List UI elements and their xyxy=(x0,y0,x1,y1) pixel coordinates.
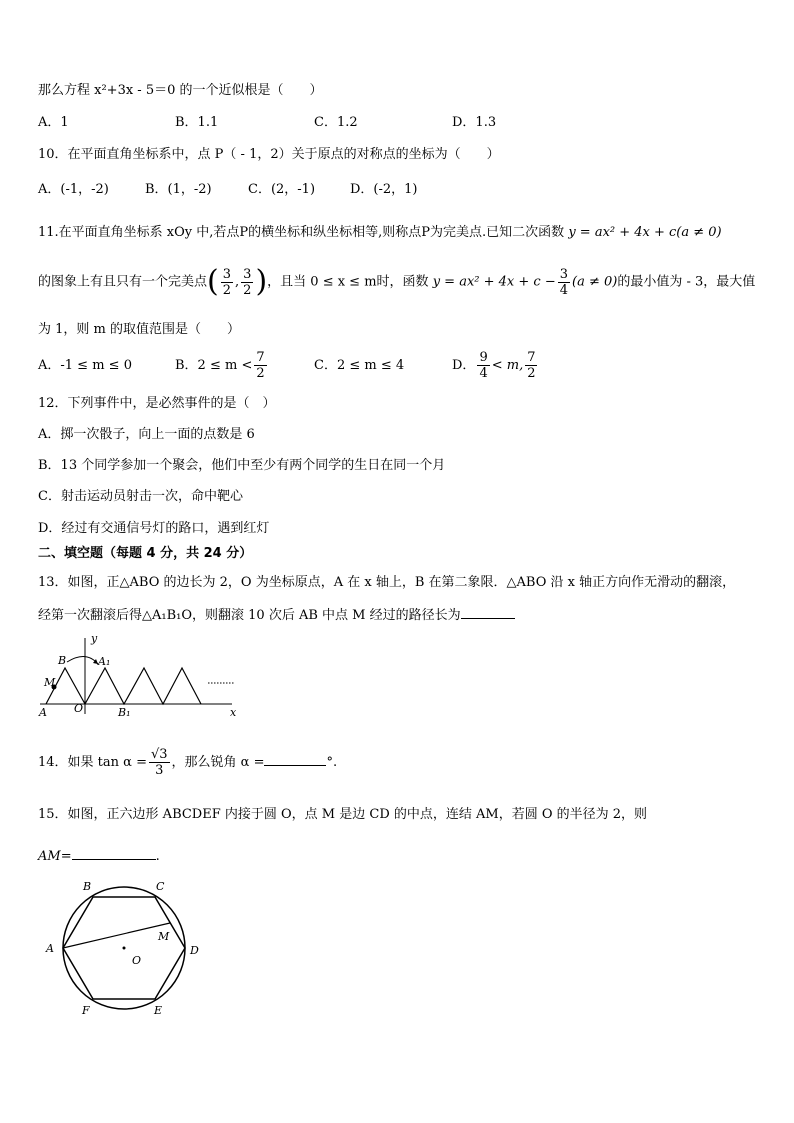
q11-optd-frac1: $\frac{9}{4}$ xyxy=(479,350,488,381)
q11-line2-formula-b: (a ≠ 0) xyxy=(572,274,618,290)
q13-label-o: O xyxy=(74,702,84,715)
q10-option-d: D．(-2，1) xyxy=(350,182,418,197)
q13-line2: 经第一次翻滚后得△A₁B₁O，则翻滚 10 次后 AB 中点 M 经过的路径长为 xyxy=(38,604,515,625)
section-title: 二、填空题（每题 4 分，共 24 分） xyxy=(38,546,253,561)
q12-stem: 12．下列事件中，是必然事件的是（ ） xyxy=(38,396,276,411)
q11-optb-frac: $\frac{7}{2}$ xyxy=(256,350,265,381)
q13-label-x: x xyxy=(230,706,237,719)
q13-figure xyxy=(36,632,256,722)
q15-label-e: E xyxy=(154,1004,163,1017)
q15-label-m: M xyxy=(158,930,170,943)
q11-line2-c: 的最小值为 - 3，最大值 xyxy=(617,274,756,290)
q13-answer-blank[interactable] xyxy=(461,604,515,619)
q15-label-a: A xyxy=(46,942,54,955)
q15-label-f: F xyxy=(82,1004,90,1017)
q10-option-a: A．(-1，-2) xyxy=(38,182,109,197)
q12-option-b: B．13 个同学参加一个聚会，他们中至少有两个同学的生日在同一个月 xyxy=(38,458,446,473)
q12-option-c: C．射击运动员射击一次，命中靶心 xyxy=(38,489,243,504)
q13-label-b1: B₁ xyxy=(118,706,131,719)
left-paren: ( xyxy=(207,264,219,299)
q15-label-b: B xyxy=(83,880,92,893)
q9-option-a: A．1 xyxy=(38,115,69,130)
q15-label-o: O xyxy=(132,954,142,967)
q14-line: 14．如果 tan α = $\frac{√3}{3}$ ，那么锐角 α = °. xyxy=(38,747,338,778)
q15-label-c: C xyxy=(156,880,165,893)
q10-option-c: C．(2，-1) xyxy=(248,182,316,197)
q15-figure xyxy=(40,876,220,1026)
q11-line3: 为 1，则 m 的取值范围是（ ） xyxy=(38,322,240,337)
q15-label-d: D xyxy=(190,944,199,957)
q15-line2: AM= . xyxy=(38,845,160,866)
q9-stem: 那么方程 x²+3x - 5＝0 的一个近似根是（ ） xyxy=(38,83,323,98)
q13-label-b: B xyxy=(58,654,67,667)
q13-label-m: M xyxy=(44,676,56,689)
q15-answer-blank[interactable] xyxy=(72,845,156,860)
q14-answer-blank[interactable] xyxy=(264,751,326,766)
q10-stem: 10．在平面直角坐标系中，点 P（ - 1，2）关于原点的对称点的坐标为（ ） xyxy=(38,147,500,162)
q15-line1: 15．如图，正六边形 ABCDEF 内接于圆 O，点 M 是边 CD 的中点，连结 AM，若圆 O 的半径为 2，则 xyxy=(38,807,648,822)
q9-option-b: B．1.1 xyxy=(175,115,219,130)
q9-option-d: D．1.3 xyxy=(452,115,497,130)
q13-label-y: y xyxy=(91,632,98,645)
q11-line2-formula-a: y = ax² + 4x + c − xyxy=(432,274,556,290)
q11-option-c: C．2 ≤ m ≤ 4 xyxy=(314,358,405,373)
q11-line1-text: 11.在平面直角坐标系 xOy 中,若点P的横坐标和纵坐标相等,则称点P为完美点.已知二次函数 xyxy=(38,225,565,240)
q11-point-frac-x: $\frac{3}{2}$ xyxy=(222,266,232,298)
q10-option-b: B．(1，-2) xyxy=(145,182,212,197)
q9-option-c: C．1.2 xyxy=(314,115,358,130)
q13-line1: 13．如图，正△ABO 的边长为 2，O 为坐标原点，A 在 x 轴上，B 在第二象限．△ABO 沿 x 轴正方向作无滑动的翻滚， xyxy=(38,575,736,590)
q11-line2-b: ，且当 0 ≤ x ≤ m时，函数 xyxy=(267,274,429,290)
q11-line1 xyxy=(38,224,722,242)
q11-option-a: A．-1 ≤ m ≤ 0 xyxy=(38,358,132,373)
q12-option-a: A．掷一次骰子，向上一面的点数是 6 xyxy=(38,427,255,442)
q11-optd-frac2: $\frac{7}{2}$ xyxy=(527,350,536,381)
q11-line1-formula: y = ax² + 4x + c(a ≠ 0) xyxy=(568,225,722,240)
q11-line2-a: 的图象上有且只有一个完美点 xyxy=(38,274,208,290)
q12-option-d: D．经过有交通信号灯的路口，遇到红灯 xyxy=(38,521,270,536)
q13-label-a: A xyxy=(39,706,47,719)
q11-option-d: D． $\frac{9}{4}$ < m, $\frac{7}{2}$ xyxy=(452,350,536,381)
q11-line2: 的图象上有且只有一个完美点( $\frac{3}{2}$ , $\frac{3}{2}$ )，且当 0 ≤ x ≤ m时，函数 y = ax² + 4x + c − $\frac{3}{4}$ (a ≠ 0)的最小值为 - 3，最大值 xyxy=(38,264,756,299)
q11-point-frac-y: $\frac{3}{2}$ xyxy=(243,266,252,298)
q14-frac: $\frac{√3}{3}$ xyxy=(150,747,168,778)
right-paren: ) xyxy=(255,264,268,299)
q11-frac: $\frac{3}{4}$ xyxy=(559,266,568,298)
q13-label-a1: A₁ xyxy=(98,655,111,668)
q11-option-b: B．2 ≤ m < $\frac{7}{2}$ xyxy=(175,350,265,381)
